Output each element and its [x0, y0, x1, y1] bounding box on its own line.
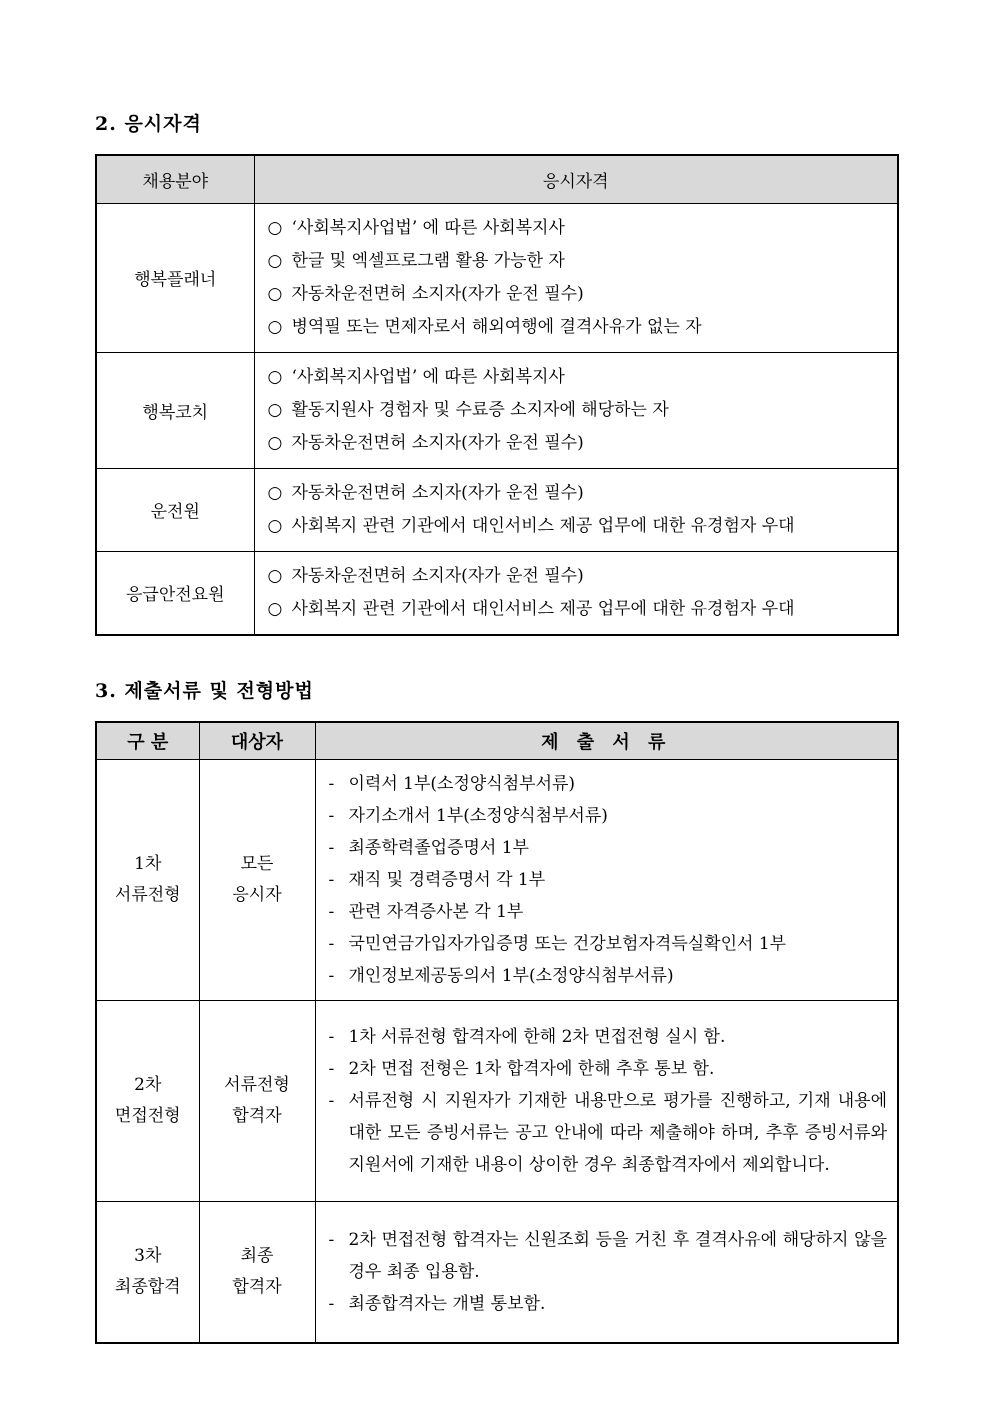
dash-bullet-icon: -	[328, 870, 335, 890]
dash-bullet-icon: -	[328, 902, 335, 922]
stage-cell: 1차 서류전형	[96, 760, 199, 1001]
category-cell: 운전원	[96, 468, 254, 551]
dash-bullet-icon: -	[328, 774, 335, 794]
document-item: - 재직 및 경력증명서 각 1부	[329, 864, 888, 896]
table-row	[96, 352, 898, 468]
col-header-stage: 구 분	[96, 722, 199, 760]
procedure-cell	[315, 1001, 898, 1202]
qualification-cell	[254, 352, 898, 468]
circle-bullet-icon: ○	[267, 366, 283, 387]
qualification-item: ○ 자동차운전면허 소지자(자가 운전 필수)	[268, 278, 888, 311]
table-header-row	[96, 722, 898, 760]
procedure-item: - 서류전형 시 지원자가 기재한 내용만으로 평가를 진행하고, 기재 내용에 대한 모든 증빙서류는 공고 안내에 따라 제출해야 하며, 추후 증빙서류와 지원서에 기재한 내용이 상이한 경우 최종합격자에서 제외합니다.	[329, 1085, 888, 1181]
dash-bullet-icon: -	[328, 1229, 335, 1250]
document-item: - 관련 자격증사본 각 1부	[329, 896, 888, 928]
stage-cell: 2차 면접전형	[96, 1001, 199, 1202]
procedure-item: - 최종합격자는 개별 통보함.	[329, 1288, 888, 1320]
dash-bullet-icon: -	[328, 1027, 335, 1047]
category-cell: 행복코치	[96, 352, 254, 468]
stage-cell: 3차 최종합격	[96, 1202, 199, 1343]
document-item: - 국민연금가입자가입증명 또는 건강보험자격득실확인서 1부	[329, 928, 888, 960]
table-row	[96, 1202, 898, 1343]
qualification-item: ○ 한글 및 엑셀프로그램 활용 가능한 자	[268, 245, 888, 278]
circle-bullet-icon: ○	[267, 399, 283, 420]
col-header-documents: 제 출 서 류	[315, 722, 898, 760]
table-row	[96, 760, 898, 1001]
circle-bullet-icon: ○	[267, 598, 283, 619]
document-item: - 이력서 1부(소정양식첨부서류)	[329, 768, 888, 800]
circle-bullet-icon: ○	[267, 217, 283, 238]
circle-bullet-icon: ○	[267, 316, 283, 337]
dash-bullet-icon: -	[328, 806, 335, 826]
qualification-item: ○ 자동차운전면허 소지자(자가 운전 필수)	[268, 427, 888, 460]
circle-bullet-icon: ○	[267, 565, 283, 586]
qualification-item: ○ 자동차운전면허 소지자(자가 운전 필수)	[268, 477, 888, 510]
qualification-item: ○ 활동지원사 경험자 및 수료증 소지자에 해당하는 자	[268, 394, 888, 427]
procedure-item: - 1차 서류전형 합격자에 한해 2차 면접전형 실시 함.	[329, 1021, 888, 1053]
circle-bullet-icon: ○	[267, 432, 283, 453]
circle-bullet-icon: ○	[267, 283, 283, 304]
section-2-heading: 2. 응시자격	[95, 113, 202, 135]
submission-table	[95, 721, 899, 1344]
dash-bullet-icon: -	[328, 966, 335, 986]
target-cell: 서류전형 합격자	[199, 1001, 315, 1202]
dash-bullet-icon: -	[328, 934, 335, 954]
dash-bullet-icon: -	[328, 1293, 335, 1314]
col-header-qualification: 응시자격	[254, 155, 898, 203]
qualification-cell	[254, 203, 898, 352]
qualification-table	[95, 154, 899, 636]
col-header-target: 대상자	[199, 722, 315, 760]
qualification-item: ○ ‘사회복지사업법’ 에 따른 사회복지사	[268, 361, 888, 394]
table-row	[96, 203, 898, 352]
qualification-item: ○ ‘사회복지사업법’ 에 따른 사회복지사	[268, 212, 888, 245]
table-row	[96, 551, 898, 635]
procedure-item: - 2차 면접전형 합격자는 신원조회 등을 거친 후 결격사유에 해당하지 않을경우 최종 입용함.	[329, 1224, 888, 1288]
circle-bullet-icon: ○	[267, 515, 283, 536]
qualification-cell	[254, 468, 898, 551]
qualification-item: ○ 사회복지 관련 기관에서 대인서비스 제공 업무에 대한 유경험자 우대	[268, 593, 888, 626]
qualification-item: ○ 사회복지 관련 기관에서 대인서비스 제공 업무에 대한 유경험자 우대	[268, 510, 888, 543]
circle-bullet-icon: ○	[267, 250, 283, 271]
qualification-cell	[254, 551, 898, 635]
procedure-item: - 2차 면접 전형은 1차 합격자에 한해 추후 통보 함.	[329, 1053, 888, 1085]
document-item: - 최종학력졸업증명서 1부	[329, 832, 888, 864]
table-row	[96, 1001, 898, 1202]
dash-bullet-icon: -	[328, 1091, 335, 1111]
category-cell: 행복플래너	[96, 203, 254, 352]
table-header-row	[96, 155, 898, 203]
document-content	[95, 0, 897, 1344]
dash-bullet-icon: -	[328, 838, 335, 858]
qualification-item: ○ 병역필 또는 면제자로서 해외여행에 결격사유가 없는 자	[268, 311, 888, 344]
table-row	[96, 468, 898, 551]
col-header-recruit-field: 채용분야	[96, 155, 254, 203]
document-item: - 개인정보제공동의서 1부(소정양식첨부서류)	[329, 960, 888, 992]
procedure-cell	[315, 1202, 898, 1343]
category-cell: 응급안전요원	[96, 551, 254, 635]
qualification-item: ○ 자동차운전면허 소지자(자가 운전 필수)	[268, 560, 888, 593]
documents-cell	[315, 760, 898, 1001]
dash-bullet-icon: -	[328, 1059, 335, 1079]
section-3-heading: 3. 제출서류 및 전형방법	[95, 679, 314, 702]
document-item: - 자기소개서 1부(소정양식첨부서류)	[329, 800, 888, 832]
circle-bullet-icon: ○	[267, 482, 283, 503]
target-cell: 최종 합격자	[199, 1202, 315, 1343]
target-cell: 모든 응시자	[199, 760, 315, 1001]
